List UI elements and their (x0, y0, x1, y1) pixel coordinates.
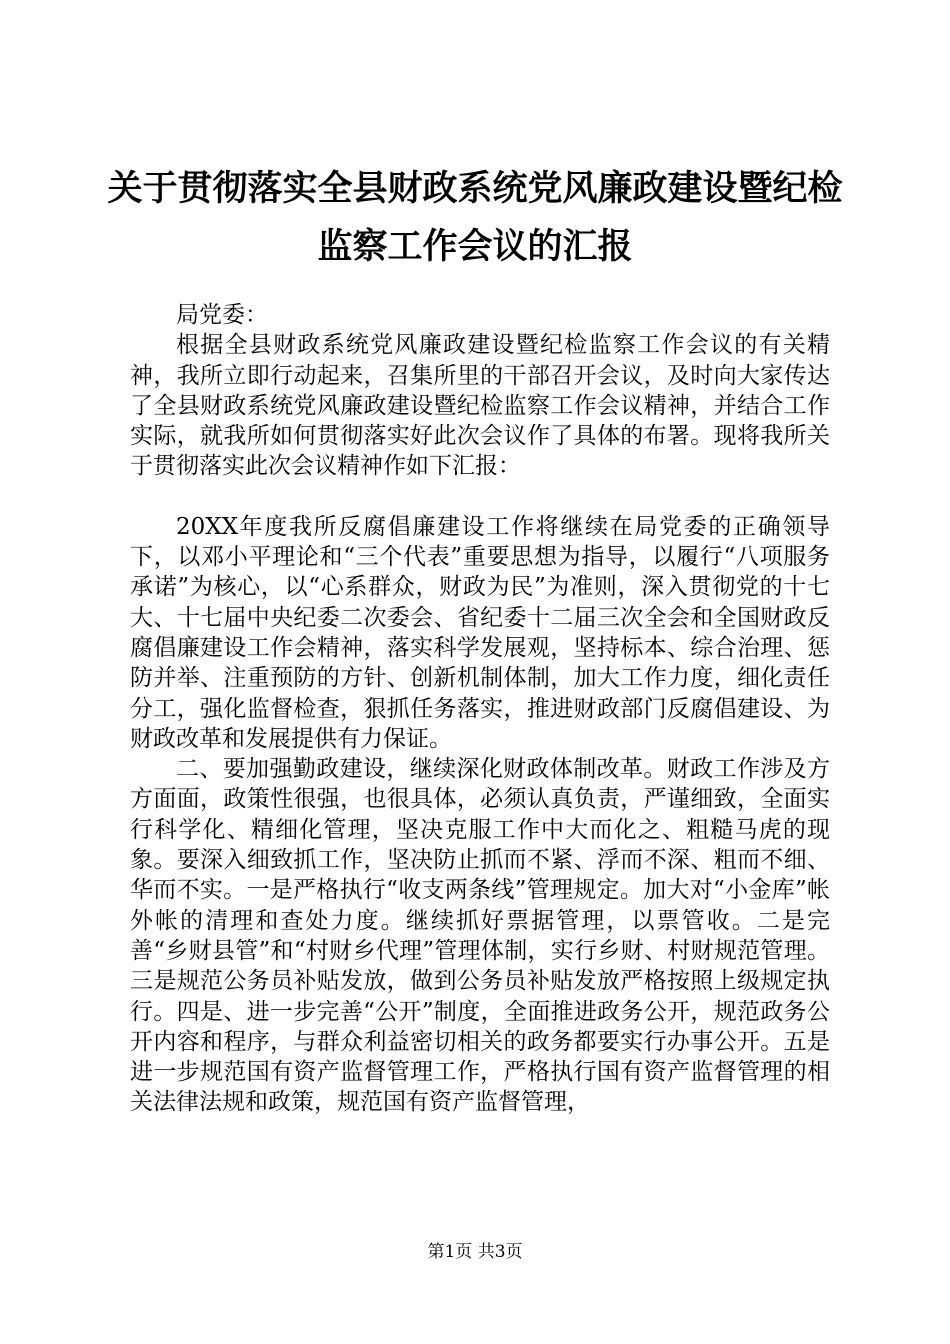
salutation: 局党委： (176, 302, 268, 328)
paragraph-guidance: 20XX年度我所反腐倡廉建设工作将继续在局党委的正确领导下，以邓小平理论和“三个代表”重要思想为指导，以履行“八项服务承诺”为核心，以“心系群众，财政为民”为准则，深入贯彻党的十七大、十七届中央纪委二次委会、省纪委十二届三次全会和全国财政反腐倡廉建设工作会精神，落实科学发展观，坚持标本、综合治理、惩防并举、注重预防的方针、创新机制体制，加大工作力度，细化责任分工，强化监督检查，狠抓任务落实，推进财政部门反腐倡建设、为财政改革和发展提供有力保证。 (130, 513, 830, 752)
document-title: 关于贯彻落实全县财政系统党风廉政建设暨纪检监察工作会议的汇报 (107, 168, 843, 267)
paragraph-diligence: 二、要加强勤政建设，继续深化财政体制改革。财政工作涉及方方面面，政策性很强，也很具体，必须认真负责，严谨细致，全面实行科学化、精细化管理，坚决克服工作中大而化之、粗糙马虎的现象。要深入细致抓工作，坚决防止抓而不紧、浮而不深、粗而不细、华而不实。一是严格执行“收支两条线”管理规定。加大对“小金库”帐外帐的清理和查处力度。继续抓好票据管理，以票管收。二是完善“乡财县管”和“村财乡代理”管理体制，实行乡财、村财规范管理。三是规范公务员补贴发放，做到公务员补贴发放严格按照上级规定执行。四是、进一步完善“公开”制度，全面推进政务公开，规范政务公开内容和程序，与群众利益密切相关的政务都要实行办事公开。五是进一步规范国有资产监督管理工作，严格执行国有资产监督管理的相关法律法规和政策，规范国有资产监督管理， (130, 756, 830, 1116)
page-number-footer: 第1页 共3页 (427, 1242, 523, 1262)
document-body (130, 300, 830, 1118)
paragraph-intro: 根据全县财政系统党风廉政建设暨纪检监察工作会议的有关精神，我所立即行动起来，召集所里的干部召开会议，及时向大家传达了全县财政系统党风廉政建设暨纪检监察工作会议精神，并结合工作实际，就我所如何贯彻落实好此次会议作了具体的布署。现将我所关于贯彻落实此次会议精神作如下汇报： (130, 332, 830, 480)
